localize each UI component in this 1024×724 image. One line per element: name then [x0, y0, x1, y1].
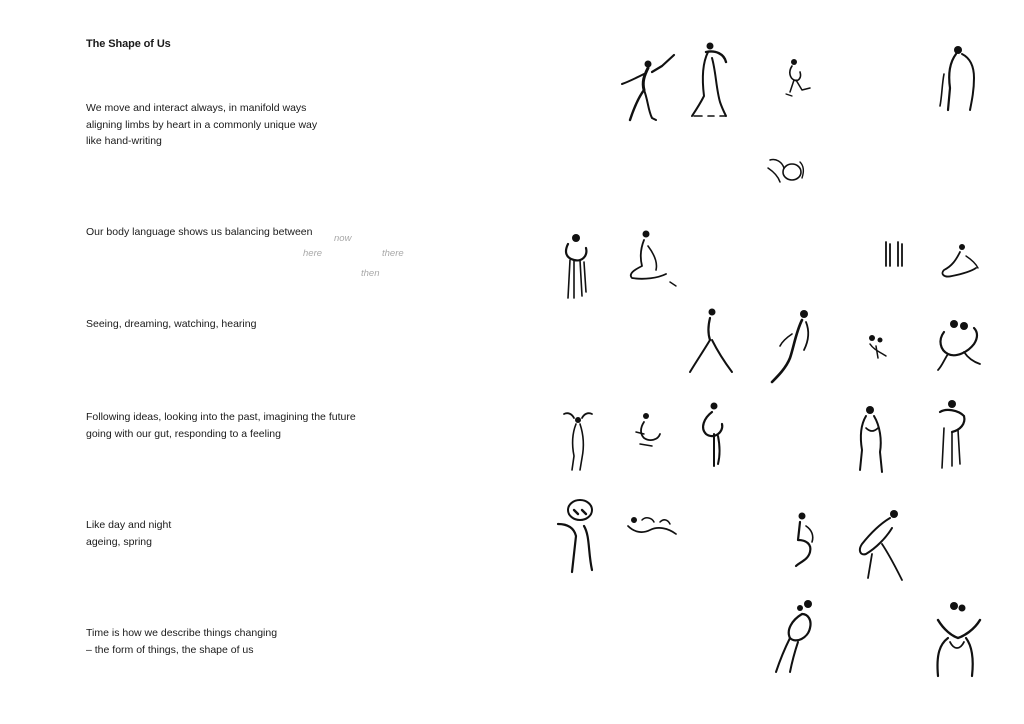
hugging-pair-sketch: [560, 232, 596, 302]
tiny-cluster-sketch: [864, 332, 892, 362]
tumbling-pair-sketch: [934, 316, 984, 372]
stanza-line: like hand-writing: [86, 135, 162, 147]
arms-raised-figure-sketch: [558, 408, 598, 474]
small-dancer-sketch: [780, 56, 814, 102]
stanza-line: – the form of things, the shape of us: [86, 643, 254, 656]
stanza-6: [86, 625, 277, 658]
stanza-line: ageing, spring: [86, 535, 152, 548]
seated-meditating-sketch: [624, 228, 680, 290]
flower-pose-sketch: [930, 598, 986, 680]
word-there: there: [382, 248, 404, 259]
standing-pair-sketch: [852, 404, 892, 474]
word-now: now: [334, 233, 352, 244]
couple-standing-sketch: [934, 44, 984, 114]
stanza-line: going with our gut, responding to a feeling: [86, 427, 281, 440]
lying-figures-sketch: [624, 512, 680, 542]
page-title: The Shape of Us: [86, 38, 171, 50]
curled-figure-sketch: [766, 154, 808, 190]
stanza-line: Like day and night: [86, 519, 172, 531]
stanza-5: [86, 517, 171, 550]
stanza-4: [86, 409, 356, 442]
reclining-figure-sketch: [936, 242, 982, 282]
entwined-dancers-sketch: [772, 598, 822, 676]
word-here: here: [303, 248, 323, 259]
crouching-figure-sketch: [630, 410, 664, 450]
word-then: then: [361, 268, 380, 279]
couple-embrace-sketch: [686, 40, 734, 120]
leaning-dancer-sketch: [768, 306, 826, 386]
dancer-pointing-sketch: [618, 52, 678, 124]
two-small-figures-sketch: [880, 240, 906, 270]
embracing-upright-sketch: [930, 398, 970, 472]
lifting-pair-sketch: [852, 504, 908, 582]
stanza-line: Time is how we describe things changing: [86, 627, 278, 639]
stanza-2: [86, 224, 313, 241]
stanza-line: aligning limbs by heart in a commonly unique way: [86, 118, 318, 131]
twisting-dancer-sketch: [694, 400, 734, 470]
stanza-line: We move and interact always, in manifold ways: [86, 102, 307, 114]
kneeling-figure-sketch: [788, 510, 822, 568]
bending-figure-sketch: [554, 496, 604, 576]
stanza-line: Following ideas, looking into the past, imagining the future: [86, 411, 356, 423]
stanza-1: [86, 100, 317, 150]
stanza-3: [86, 316, 256, 333]
walking-figure-sketch: [686, 306, 736, 376]
stanza-line: Seeing, dreaming, watching, hearing: [86, 318, 257, 330]
stanza-line: Our body language shows us balancing between: [86, 226, 313, 238]
